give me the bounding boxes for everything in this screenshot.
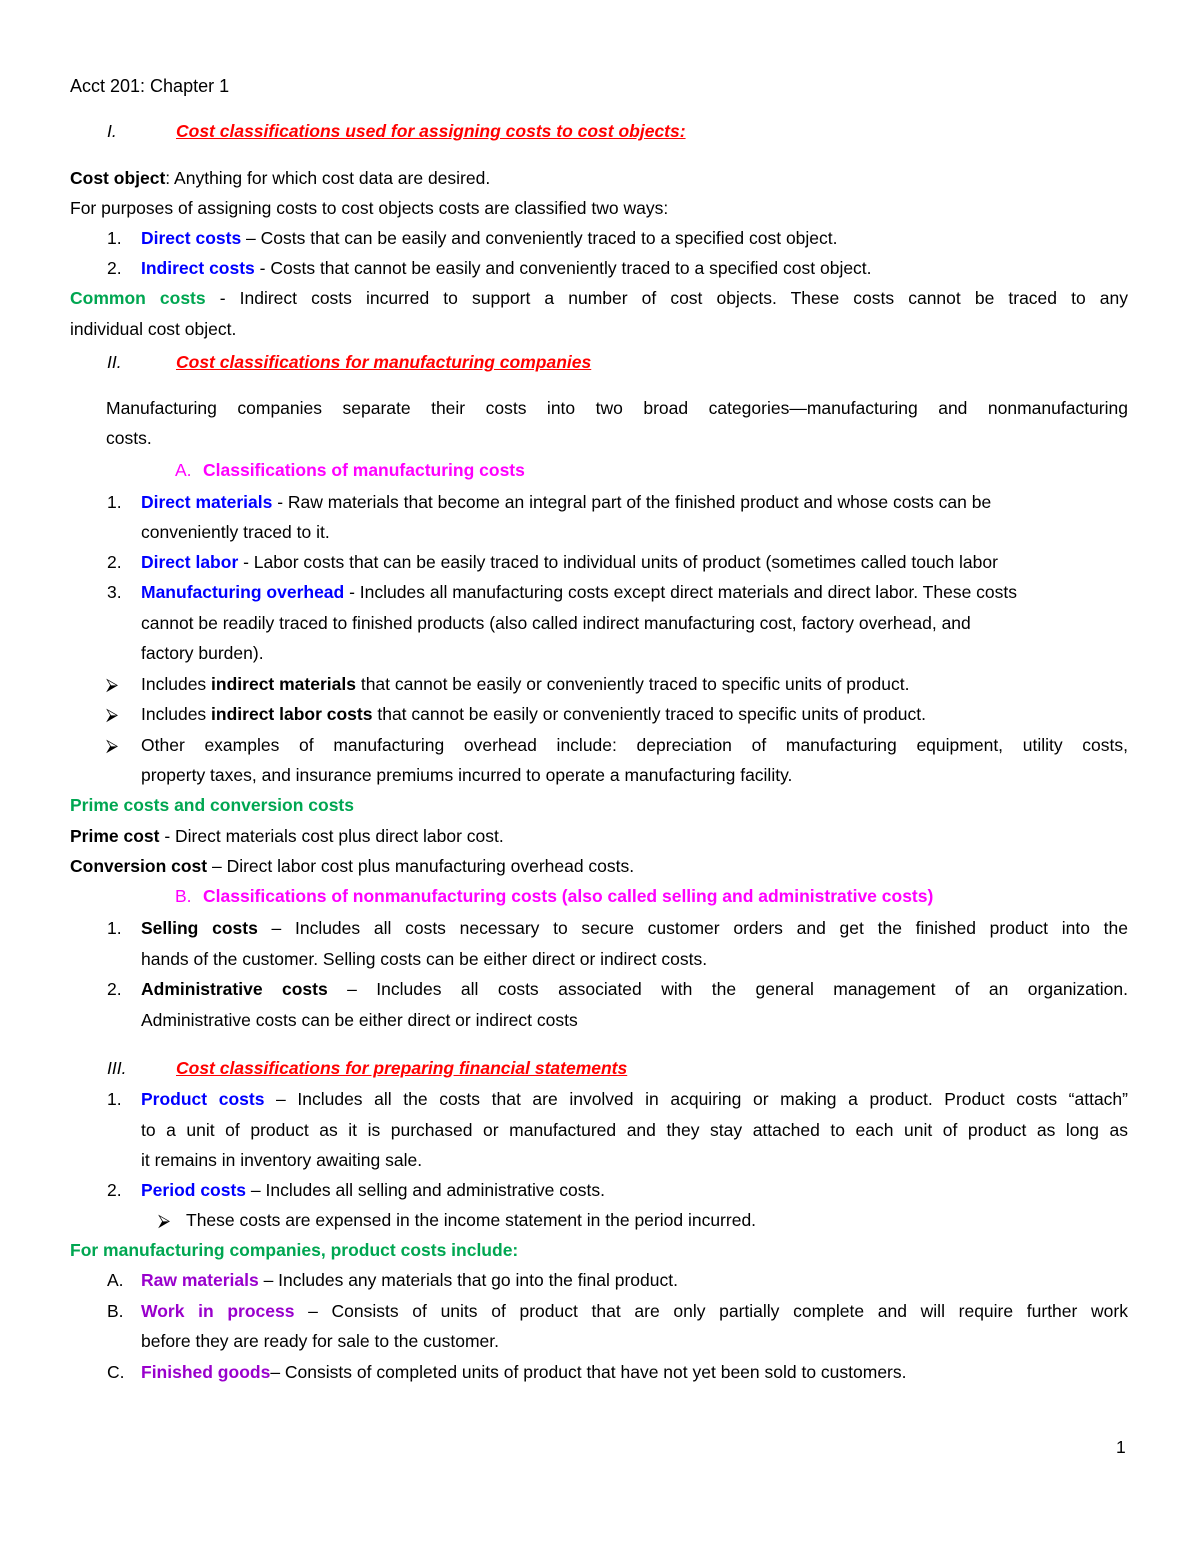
- selling-costs-item: Selling costs – Includes all costs necessary to secure customer orders and get the finished product into the: [141, 918, 1129, 938]
- indirect-materials-bullet: Includes indirect materials that cannot be easily or conveniently traced to specific units of product.: [141, 674, 910, 694]
- prime-cost-definition: Prime cost - Direct materials cost plus direct labor cost.: [70, 826, 504, 846]
- list-item-number: 1.: [107, 1089, 122, 1109]
- common-costs-definition: Common costs - Indirect costs incurred to support a number of cost objects. These costs cannot be traced to any: [70, 288, 1128, 308]
- selling-costs-item-cont: hands of the customer. Selling costs can be either direct or indirect costs.: [141, 949, 708, 969]
- manufacturing-overhead-item: Manufacturing overhead - Includes all manufacturing costs except direct materials and direct labor. These costs: [141, 582, 1018, 602]
- manufacturing-overhead-item-cont: factory burden).: [141, 643, 264, 663]
- list-item-number: 2.: [107, 258, 122, 278]
- section-1-numeral: I.: [107, 121, 117, 141]
- common-costs-definition-cont: individual cost object.: [70, 319, 237, 339]
- arrowhead-bullet-icon: ⮚: [158, 1211, 171, 1230]
- administrative-costs-item: Administrative costs – Includes all costs associated with the general management of an organization.: [141, 979, 1128, 999]
- prime-conversion-heading: Prime costs and conversion costs: [70, 795, 354, 815]
- list-item-letter: A.: [107, 1270, 124, 1290]
- manufacturing-overhead-item-cont: cannot be readily traced to finished products (also called indirect manufacturing cost, factory overhead, and: [141, 613, 971, 633]
- indirect-labor-bullet: Includes indirect labor costs that cannot be easily or conveniently traced to specific units of product.: [141, 704, 926, 724]
- list-item-number: 2.: [107, 552, 122, 572]
- work-in-process-item-cont: before they are ready for sale to the customer.: [141, 1331, 499, 1351]
- list-item-number: 1.: [107, 492, 122, 512]
- product-costs-item: Product costs – Includes all the costs that are involved in acquiring or making a product. Product costs “attach”: [141, 1089, 1128, 1109]
- section-3-numeral: III.: [107, 1058, 127, 1078]
- product-costs-heading: For manufacturing companies, product costs include:: [70, 1240, 519, 1260]
- arrowhead-bullet-icon: ⮚: [106, 675, 119, 694]
- direct-costs-item: Direct costs – Costs that can be easily and conveniently traced to a specified cost object.: [141, 228, 838, 248]
- finished-goods-item: Finished goods– Consists of completed units of product that have not yet been sold to customers.: [141, 1362, 907, 1382]
- work-in-process-item: Work in process – Consists of units of product that are only partially complete and will require further work: [141, 1301, 1128, 1321]
- arrowhead-bullet-icon: ⮚: [106, 736, 119, 755]
- subsection-b-letter: B.: [175, 886, 192, 906]
- manufacturing-intro-cont: costs.: [106, 428, 152, 448]
- cost-object-definition: Cost object: Anything for which cost data are desired.: [70, 168, 491, 188]
- product-costs-item-cont: to a unit of product as it is purchased or manufactured and they stay attached to each unit of product as long as: [141, 1120, 1128, 1140]
- conversion-cost-definition: Conversion cost – Direct labor cost plus manufacturing overhead costs.: [70, 856, 635, 876]
- section-1-heading: Cost classifications used for assigning costs to cost objects:: [176, 121, 686, 141]
- product-costs-item-cont: it remains in inventory awaiting sale.: [141, 1150, 423, 1170]
- list-item-number: 3.: [107, 582, 122, 602]
- manufacturing-intro: Manufacturing companies separate their costs into two broad categories—manufacturing and nonmanufacturing: [106, 398, 1128, 418]
- classification-intro: For purposes of assigning costs to cost objects costs are classified two ways:: [70, 198, 669, 218]
- list-item-letter: B.: [107, 1301, 124, 1321]
- raw-materials-item: Raw materials – Includes any materials that go into the final product.: [141, 1270, 678, 1290]
- list-item-number: 2.: [107, 979, 122, 999]
- direct-materials-item: Direct materials - Raw materials that become an integral part of the finished product and whose costs can be: [141, 492, 992, 512]
- list-item-letter: C.: [107, 1362, 125, 1382]
- list-item-number: 1.: [107, 918, 122, 938]
- subsection-a-heading: Classifications of manufacturing costs: [203, 460, 525, 480]
- subsection-b-heading: Classifications of nonmanufacturing costs (also called selling and administrative costs): [203, 886, 934, 906]
- overhead-examples-bullet: Other examples of manufacturing overhead include: depreciation of manufacturing equipment, utility costs,: [141, 735, 1128, 755]
- arrowhead-bullet-icon: ⮚: [106, 705, 119, 724]
- list-item-number: 1.: [107, 228, 122, 248]
- page-title: Acct 201: Chapter 1: [70, 76, 230, 96]
- section-2-heading: Cost classifications for manufacturing companies: [176, 352, 592, 372]
- direct-labor-item: Direct labor - Labor costs that can be easily traced to individual units of product (sometimes called touch labor: [141, 552, 998, 572]
- subsection-a-letter: A.: [175, 460, 192, 480]
- page-number: 1: [1116, 1437, 1126, 1457]
- list-item-number: 2.: [107, 1180, 122, 1200]
- section-3-heading: Cost classifications for preparing financial statements: [176, 1058, 628, 1078]
- indirect-costs-item: Indirect costs - Costs that cannot be easily and conveniently traced to a specified cost object.: [141, 258, 872, 278]
- administrative-costs-item-cont: Administrative costs can be either direct or indirect costs: [141, 1010, 578, 1030]
- period-costs-bullet: These costs are expensed in the income statement in the period incurred.: [186, 1210, 757, 1230]
- period-costs-item: Period costs – Includes all selling and administrative costs.: [141, 1180, 605, 1200]
- section-2-numeral: II.: [107, 352, 122, 372]
- overhead-examples-bullet-cont: property taxes, and insurance premiums incurred to operate a manufacturing facility.: [141, 765, 793, 785]
- direct-materials-item-cont: conveniently traced to it.: [141, 522, 330, 542]
